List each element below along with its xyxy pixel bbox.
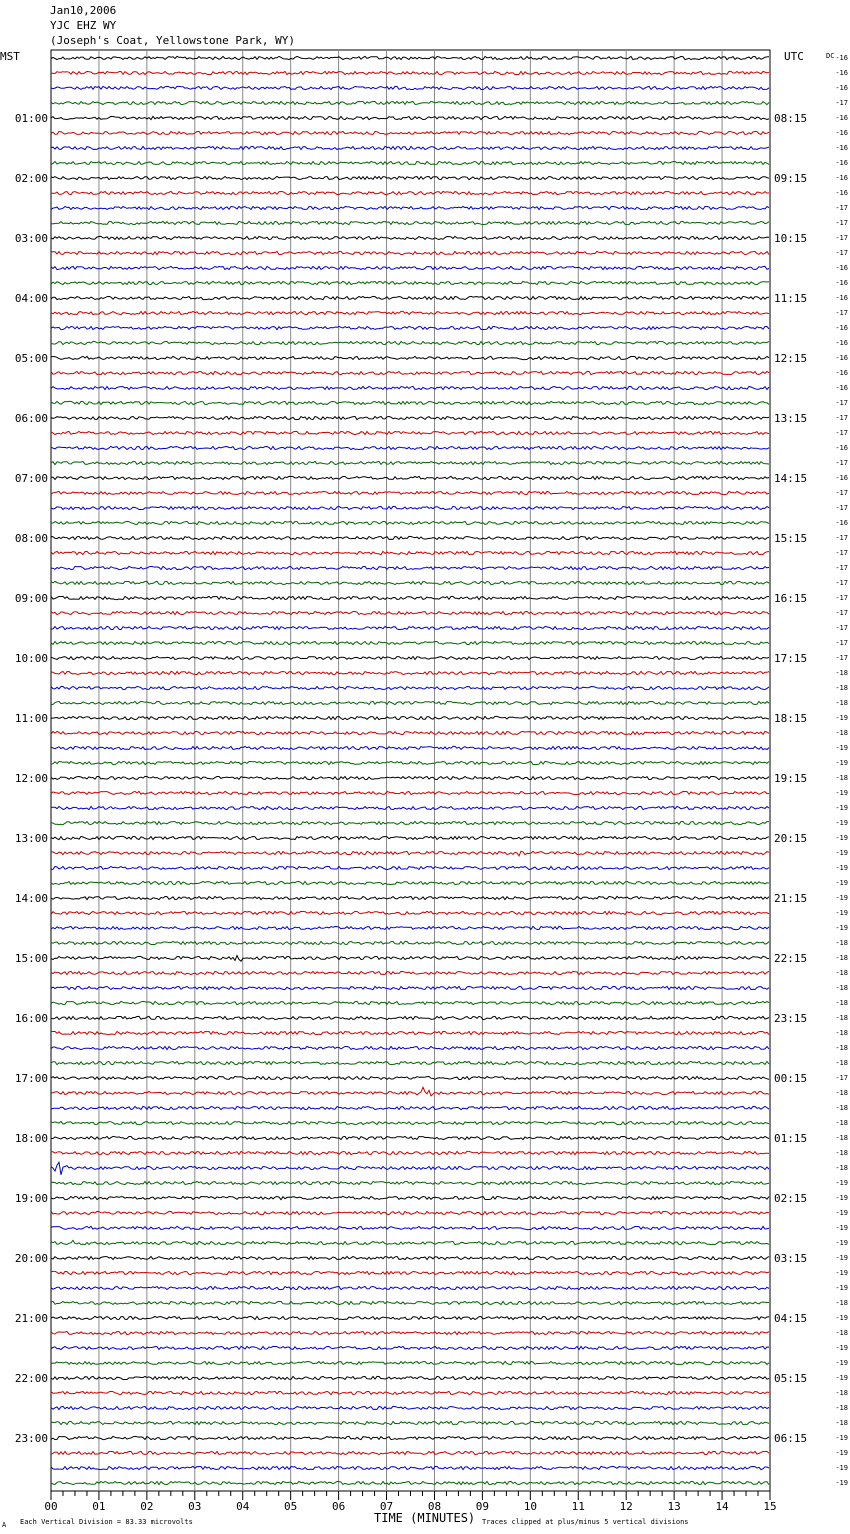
dc-offset-label: -16 <box>835 84 848 92</box>
trace-green <box>51 221 769 224</box>
trace-blue <box>51 746 769 749</box>
trace-black <box>51 1376 769 1379</box>
trace-red <box>51 971 769 974</box>
dc-offset-label: -17 <box>835 414 848 422</box>
trace-green <box>51 101 769 104</box>
mst-hour-label: 16:00 <box>14 1012 48 1025</box>
mst-hour-label: 08:00 <box>14 532 48 545</box>
trace-red <box>51 611 769 614</box>
trace-green <box>51 1181 769 1184</box>
utc-hour-label: 15:15 <box>774 532 808 545</box>
dc-offset-label: -17 <box>835 549 848 557</box>
x-tick-label: 09 <box>475 1500 490 1513</box>
trace-green <box>51 1001 769 1004</box>
dc-offset-label: -18 <box>835 984 848 992</box>
trace-blue <box>51 1046 769 1049</box>
mst-hour-label: 13:00 <box>14 832 48 845</box>
dc-offset-header: DC <box>826 52 835 60</box>
trace-blue <box>51 1286 769 1289</box>
x-tick-label: 07 <box>379 1500 394 1513</box>
dc-offset-label: -17 <box>835 429 848 437</box>
trace-red <box>51 431 769 434</box>
dc-offset-label: -17 <box>835 579 848 587</box>
dc-offset-label: -18 <box>835 1119 848 1127</box>
trace-blue <box>51 206 769 209</box>
corner-mark: A <box>2 1521 7 1529</box>
trace-blue <box>51 566 769 569</box>
trace-green <box>51 881 769 884</box>
trace-red <box>51 251 769 254</box>
dc-offset-label: -19 <box>835 759 848 767</box>
trace-black <box>51 1436 769 1439</box>
utc-hour-label: 12:15 <box>774 352 808 365</box>
trace-green <box>51 1240 769 1244</box>
trace-red <box>51 671 769 674</box>
clipping-note: Traces clipped at plus/minus 5 vertical divisions <box>482 1518 689 1526</box>
station-location: (Joseph's Coat, Yellowstone Park, WY) <box>50 34 296 47</box>
trace-green <box>51 341 769 344</box>
dc-offset-label: -17 <box>835 564 848 572</box>
utc-hour-label: 08:15 <box>774 112 808 125</box>
record-date: Jan10,2006 <box>50 4 117 17</box>
dc-offset-label: -16 <box>835 129 848 137</box>
x-axis-title: TIME (MINUTES) <box>374 1511 476 1525</box>
utc-hour-label: 21:15 <box>774 892 808 905</box>
utc-hour-label: 22:15 <box>774 952 808 965</box>
utc-hour-label: 02:15 <box>774 1192 808 1205</box>
trace-blue <box>51 1226 769 1229</box>
utc-hour-label: 23:15 <box>774 1012 808 1025</box>
trace-green <box>51 1301 769 1304</box>
trace-blue <box>51 866 769 869</box>
trace-black <box>51 716 769 719</box>
mst-hour-label: 21:00 <box>14 1312 48 1325</box>
dc-offset-label: -16 <box>835 324 848 332</box>
utc-hour-label: 05:15 <box>774 1372 808 1385</box>
dc-offset-label: -16 <box>835 444 848 452</box>
trace-green <box>51 1361 769 1364</box>
mst-hour-label: 02:00 <box>14 172 48 185</box>
utc-hour-label: 03:15 <box>774 1252 808 1265</box>
x-tick-label: 11 <box>571 1500 585 1513</box>
mst-hour-label: 18:00 <box>14 1132 48 1145</box>
trace-black <box>51 776 769 779</box>
dc-offset-label: -17 <box>835 609 848 617</box>
trace-red <box>51 491 769 494</box>
mst-hour-label: 22:00 <box>14 1372 48 1385</box>
dc-offset-label: -18 <box>835 954 848 962</box>
trace-green <box>51 821 769 824</box>
trace-blue <box>51 86 769 89</box>
dc-offset-label: -18 <box>835 1104 848 1112</box>
trace-black <box>51 536 769 539</box>
trace-green <box>51 1421 769 1424</box>
dc-offset-label: -16 <box>835 114 848 122</box>
trace-blue <box>51 1106 769 1109</box>
trace-black <box>51 116 769 119</box>
trace-black <box>51 56 769 59</box>
trace-blue <box>51 1162 769 1175</box>
utc-hour-label: 01:15 <box>774 1132 808 1145</box>
dc-offset-label: -18 <box>835 1404 848 1412</box>
utc-hour-label: 06:15 <box>774 1432 808 1445</box>
dc-offset-label: -18 <box>835 669 848 677</box>
dc-offset-label: -19 <box>835 1434 848 1442</box>
dc-offset-label: -19 <box>835 1179 848 1187</box>
trace-green <box>51 761 769 764</box>
mst-hour-label: 04:00 <box>14 292 48 305</box>
dc-offset-label: -16 <box>835 144 848 152</box>
trace-black <box>51 356 769 359</box>
dc-offset-label: -17 <box>835 459 848 467</box>
trace-red <box>51 1031 769 1034</box>
trace-green <box>51 701 769 704</box>
dc-offset-label: -16 <box>835 519 848 527</box>
mst-hour-label: 20:00 <box>14 1252 48 1265</box>
x-tick-label: 14 <box>715 1500 729 1513</box>
dc-offset-label: -17 <box>835 234 848 242</box>
dc-offset-label: -18 <box>835 684 848 692</box>
mst-hour-label: 12:00 <box>14 772 48 785</box>
trace-black <box>51 176 769 179</box>
utc-hour-label: 11:15 <box>774 292 808 305</box>
trace-black <box>51 657 769 660</box>
trace-red <box>51 1211 769 1214</box>
dc-offset-label: -18 <box>835 1299 848 1307</box>
x-tick-label: 02 <box>140 1500 154 1513</box>
mst-hour-label: 17:00 <box>14 1072 48 1085</box>
utc-hour-label: 19:15 <box>774 772 808 785</box>
dc-offset-label: -19 <box>835 744 848 752</box>
left-timezone-label: MST <box>0 50 20 63</box>
trace-red <box>51 71 769 74</box>
dc-offset-label: -18 <box>835 999 848 1007</box>
trace-green <box>51 941 769 944</box>
dc-offset-label: -19 <box>835 1269 848 1277</box>
trace-green <box>51 521 769 524</box>
trace-red <box>51 191 769 194</box>
trace-blue <box>51 386 769 389</box>
trace-blue <box>51 626 769 629</box>
dc-offset-label: -19 <box>835 1344 848 1352</box>
dc-offset-label: -18 <box>835 1149 848 1157</box>
dc-offset-label: -19 <box>835 864 848 872</box>
dc-offset-label: -18 <box>835 1014 848 1022</box>
trace-black <box>51 1316 769 1319</box>
dc-offset-label: -18 <box>835 1044 848 1052</box>
x-tick-label: 10 <box>523 1500 537 1513</box>
dc-offset-label: -16 <box>835 54 848 62</box>
trace-red <box>51 1331 769 1334</box>
utc-hour-label: 14:15 <box>774 472 808 485</box>
utc-hour-label: 09:15 <box>774 172 808 185</box>
utc-hour-label: 17:15 <box>774 652 808 665</box>
trace-green <box>51 461 769 464</box>
dc-offset-label: -16 <box>835 384 848 392</box>
x-tick-label: 00 <box>44 1500 58 1513</box>
station-code: YJC EHZ WY <box>50 19 117 32</box>
mst-hour-label: 19:00 <box>14 1192 48 1205</box>
dc-offset-label: -18 <box>835 1029 848 1037</box>
dc-offset-label: -18 <box>835 1134 848 1142</box>
trace-blue <box>51 506 769 509</box>
trace-blue <box>51 326 769 329</box>
dc-offset-label: -17 <box>835 624 848 632</box>
trace-blue <box>51 686 769 689</box>
trace-green <box>51 1121 769 1124</box>
trace-black <box>51 1136 769 1139</box>
dc-offset-label: -18 <box>835 1164 848 1172</box>
utc-hour-label: 16:15 <box>774 592 808 605</box>
dc-offset-label: -19 <box>835 1374 848 1382</box>
trace-red <box>51 791 769 794</box>
dc-offset-label: -18 <box>835 1089 848 1097</box>
mst-hour-label: 01:00 <box>14 112 48 125</box>
trace-blue <box>51 926 769 929</box>
mst-hour-label: 06:00 <box>14 412 48 425</box>
trace-green <box>51 1481 769 1484</box>
dc-offset-label: -19 <box>835 1449 848 1457</box>
dc-offset-label: -18 <box>835 969 848 977</box>
dc-offset-label: -16 <box>835 159 848 167</box>
dc-offset-label: -16 <box>835 369 848 377</box>
dc-offset-label: -19 <box>835 1314 848 1322</box>
trace-red <box>51 371 769 374</box>
trace-blue <box>51 1466 769 1469</box>
trace-blue <box>51 446 769 449</box>
mst-hour-label: 15:00 <box>14 952 48 965</box>
utc-hour-label: 20:15 <box>774 832 808 845</box>
dc-offset-label: -19 <box>835 909 848 917</box>
trace-red <box>51 311 769 314</box>
vertical-division-note: Each Vertical Division = 83.33 microvolts <box>20 1518 193 1526</box>
right-timezone-label: UTC <box>784 50 804 63</box>
x-tick-label: 15 <box>763 1500 777 1513</box>
dc-offset-label: -19 <box>835 819 848 827</box>
dc-offset-label: -17 <box>835 594 848 602</box>
plot-frame <box>51 50 770 1491</box>
dc-offset-label: -19 <box>835 894 848 902</box>
trace-black <box>51 416 769 419</box>
trace-blue <box>51 146 769 149</box>
dc-offset-label: -19 <box>835 849 848 857</box>
trace-red <box>51 731 769 734</box>
trace-black <box>51 1196 769 1199</box>
utc-hour-label: 18:15 <box>774 712 808 725</box>
trace-blue <box>51 806 769 809</box>
dc-offset-label: -19 <box>835 1224 848 1232</box>
dc-offset-label: -17 <box>835 1074 848 1082</box>
utc-hour-label: 04:15 <box>774 1312 808 1325</box>
dc-offset-label: -19 <box>835 789 848 797</box>
trace-green <box>51 581 769 584</box>
dc-offset-label: -17 <box>835 249 848 257</box>
x-tick-label: 08 <box>427 1500 442 1513</box>
trace-green <box>51 641 769 644</box>
mst-hour-label: 11:00 <box>14 712 48 725</box>
dc-offset-label: -17 <box>835 639 848 647</box>
mst-hour-label: 23:00 <box>14 1432 48 1445</box>
dc-offset-label: -19 <box>835 879 848 887</box>
dc-offset-label: -19 <box>835 834 848 842</box>
trace-red <box>51 851 769 856</box>
dc-offset-label: -18 <box>835 1059 848 1067</box>
trace-green <box>51 281 769 284</box>
trace-green <box>51 401 769 404</box>
trace-black <box>51 476 769 479</box>
trace-red <box>51 1087 769 1096</box>
trace-green <box>51 1061 769 1064</box>
trace-black <box>51 1256 769 1259</box>
utc-hour-label: 10:15 <box>774 232 808 245</box>
dc-offset-label: -16 <box>835 294 848 302</box>
trace-black <box>51 596 769 599</box>
trace-blue <box>51 1406 769 1409</box>
trace-blue <box>51 986 769 989</box>
dc-offset-label: -16 <box>835 339 848 347</box>
mst-hour-label: 14:00 <box>14 892 48 905</box>
dc-offset-label: -17 <box>835 489 848 497</box>
dc-offset-label: -16 <box>835 474 848 482</box>
trace-black <box>51 836 769 839</box>
dc-offset-label: -19 <box>835 1479 848 1487</box>
mst-hour-label: 05:00 <box>14 352 48 365</box>
x-tick-label: 13 <box>667 1500 681 1513</box>
dc-offset-label: -19 <box>835 1254 848 1262</box>
dc-offset-label: -16 <box>835 354 848 362</box>
x-tick-label: 12 <box>619 1500 633 1513</box>
dc-offset-label: -19 <box>835 924 848 932</box>
dc-offset-label: -18 <box>835 1419 848 1427</box>
dc-offset-label: -18 <box>835 1389 848 1397</box>
dc-offset-label: -18 <box>835 1329 848 1337</box>
dc-offset-label: -19 <box>835 714 848 722</box>
dc-offset-label: -17 <box>835 309 848 317</box>
x-tick-label: 06 <box>331 1500 346 1513</box>
dc-offset-label: -16 <box>835 264 848 272</box>
dc-offset-label: -16 <box>835 69 848 77</box>
trace-black <box>51 296 769 299</box>
dc-offset-label: -19 <box>835 1194 848 1202</box>
trace-blue <box>51 1346 769 1349</box>
trace-red <box>51 911 769 914</box>
trace-black <box>51 956 769 962</box>
utc-hour-label: 00:15 <box>774 1072 808 1085</box>
dc-offset-label: -19 <box>835 1359 848 1367</box>
dc-offset-label: -17 <box>835 204 848 212</box>
dc-offset-label: -18 <box>835 699 848 707</box>
dc-offset-label: -18 <box>835 729 848 737</box>
dc-offset-label: -19 <box>835 1239 848 1247</box>
dc-offset-label: -19 <box>835 1464 848 1472</box>
x-tick-label: 03 <box>188 1500 202 1513</box>
trace-black <box>51 236 769 239</box>
trace-red <box>51 1391 769 1394</box>
trace-black <box>51 1076 769 1079</box>
dc-offset-label: -17 <box>835 654 848 662</box>
dc-offset-label: -18 <box>835 774 848 782</box>
trace-blue <box>51 266 769 269</box>
dc-offset-label: -16 <box>835 174 848 182</box>
dc-offset-label: -18 <box>835 939 848 947</box>
dc-offset-label: -16 <box>835 279 848 287</box>
dc-offset-label: -19 <box>835 1284 848 1292</box>
mst-hour-label: 07:00 <box>14 472 48 485</box>
trace-red <box>51 1451 769 1454</box>
dc-offset-label: -17 <box>835 99 848 107</box>
trace-red <box>51 1271 769 1274</box>
trace-green <box>51 161 769 164</box>
x-tick-label: 05 <box>284 1500 298 1513</box>
dc-offset-label: -17 <box>835 534 848 542</box>
dc-offset-label: -19 <box>835 804 848 812</box>
dc-offset-label: -19 <box>835 1209 848 1217</box>
trace-black <box>51 896 769 899</box>
mst-hour-label: 03:00 <box>14 232 48 245</box>
mst-hour-label: 09:00 <box>14 592 48 605</box>
mst-hour-label: 10:00 <box>14 652 48 665</box>
trace-red <box>51 551 769 554</box>
dc-offset-label: -16 <box>835 189 848 197</box>
dc-offset-label: -17 <box>835 504 848 512</box>
trace-black <box>51 1016 769 1019</box>
trace-red <box>51 1151 769 1154</box>
utc-hour-label: 13:15 <box>774 412 808 425</box>
x-tick-label: 01 <box>92 1500 106 1513</box>
dc-offset-label: -17 <box>835 399 848 407</box>
dc-offset-label: -17 <box>835 219 848 227</box>
trace-red <box>51 131 769 134</box>
x-tick-label: 04 <box>236 1500 250 1513</box>
